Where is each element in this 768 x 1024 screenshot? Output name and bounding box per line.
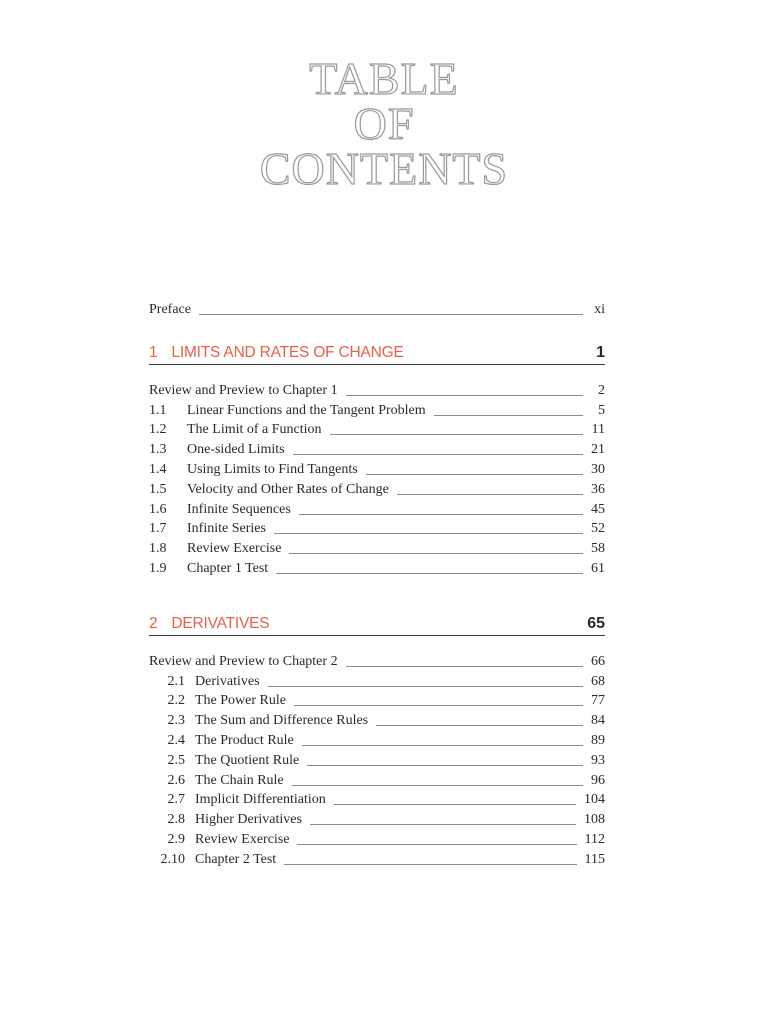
entry-label: Infinite Sequences [187,501,291,517]
entry-label: Implicit Differentiation [195,792,326,808]
dot-leader [299,514,583,515]
table-of-contents [149,296,605,868]
chapter-title [149,344,404,362]
entry-label: Infinite Series [187,521,266,537]
dot-leader [274,533,583,534]
page-title [0,53,768,194]
entry-label: The Limit of a Function [187,422,322,438]
entry-page: 108 [584,812,605,828]
toc-entry-review-preview[interactable] [149,650,605,670]
entry-label: Velocity and Other Rates of Change [187,481,389,497]
dot-leader [268,686,583,687]
dot-leader [289,553,583,554]
section-number: 1.6 [149,501,167,517]
toc-entry[interactable] [149,789,605,809]
entry-page: 45 [591,501,605,517]
entry-page: 2 [598,382,605,398]
entry-page: 68 [591,673,605,689]
entry-page: 61 [591,560,605,576]
section-number: 2.10 [160,851,185,867]
entry-page: 115 [584,851,605,867]
section-number: 2.7 [167,792,185,808]
entry-label: Chapter 2 Test [195,851,277,867]
entry-page: 89 [591,732,605,748]
toc-entry[interactable] [149,537,605,557]
toc-entry[interactable] [149,419,605,439]
dot-leader [293,454,583,455]
entry-page: 58 [591,541,605,557]
dot-leader [366,474,583,475]
dot-leader [199,314,583,315]
toc-entry[interactable] [149,458,605,478]
toc-entry[interactable] [149,438,605,458]
section-number: 2.6 [167,772,185,788]
entry-label: Review Exercise [195,831,290,847]
section-number: 1.3 [149,442,167,458]
entry-label: Review and Preview to Chapter 2 [149,653,338,669]
chapter-page: 1 [596,344,605,361]
entry-label: The Sum and Difference Rules [195,713,369,729]
entry-page: 21 [591,442,605,458]
chapter-heading-2[interactable] [149,615,605,636]
entry-label: The Power Rule [195,693,286,709]
chapter-number: 1 [149,344,158,361]
entry-label: The Product Rule [195,732,294,748]
toc-entry[interactable] [149,769,605,789]
entry-label: One-sided Limits [187,442,285,458]
toc-entry[interactable] [149,828,605,848]
entry-label: Preface [149,302,191,317]
entry-label: The Chain Rule [195,772,284,788]
entry-label: Linear Functions and the Tangent Problem [187,402,426,418]
section-number: 1.5 [149,481,167,497]
toc-entry[interactable] [149,557,605,577]
section-number: 2.1 [167,673,185,689]
dot-leader [376,725,583,726]
dot-leader [294,705,583,706]
section-number: 1.4 [149,461,167,477]
entry-label: The Quotient Rule [195,752,300,768]
chapter-heading-1[interactable] [149,344,605,365]
entry-label: Review and Preview to Chapter 1 [149,382,338,398]
toc-entry[interactable] [149,518,605,538]
entry-page: 77 [591,693,605,709]
dot-leader [397,494,583,495]
section-number: 2.8 [167,812,185,828]
entry-page: 93 [591,752,605,768]
toc-entry-preface[interactable] [149,296,605,318]
entry-page: 66 [591,653,605,669]
title-line-1: TABLE [309,53,459,104]
toc-entry[interactable] [149,848,605,868]
section-number: 1.9 [149,560,167,576]
entry-page: 104 [584,792,605,808]
chapter-number: 2 [149,614,158,632]
entry-page: 84 [591,713,605,729]
entry-page: xi [594,302,605,317]
dot-leader [346,666,583,667]
section-number: 2.9 [167,831,185,847]
entry-label: Derivatives [195,673,260,689]
section-number: 1.8 [149,541,167,557]
dot-leader [330,434,583,435]
entry-label: Using Limits to Find Tangents [187,461,358,477]
entry-page: 112 [584,831,605,847]
title-line-3: CONTENTS [259,143,509,194]
toc-entry[interactable] [149,498,605,518]
entry-label: Higher Derivatives [195,812,302,828]
section-number: 2.5 [167,752,185,768]
dot-leader [276,573,583,574]
entry-page: 52 [591,521,605,537]
toc-entry[interactable] [149,478,605,498]
title-line-2: OF [353,98,415,149]
section-number: 2.4 [167,732,185,748]
chapter-name: DERIVATIVES [171,614,270,632]
section-number: 1.1 [149,402,167,418]
dot-leader [297,844,576,845]
toc-entry[interactable] [149,749,605,769]
section-number: 2.2 [167,693,185,709]
toc-entry-review-preview[interactable] [149,379,605,399]
entry-label: Chapter 1 Test [187,560,269,576]
dot-leader [434,415,583,416]
section-number: 1.2 [149,422,167,438]
toc-entry[interactable] [149,399,605,419]
dot-leader [310,824,576,825]
toc-entry[interactable] [149,670,605,690]
dot-leader [302,745,583,746]
section-number: 2.3 [167,713,185,729]
entry-page: 11 [591,422,605,438]
dot-leader [284,864,576,865]
chapter-title [149,615,269,633]
dot-leader [346,395,583,396]
chapter-name: LIMITS AND RATES OF CHANGE [171,344,404,361]
entry-label: Review Exercise [187,541,282,557]
toc-entry[interactable] [149,808,605,828]
toc-entry[interactable] [149,709,605,729]
dot-leader [307,765,583,766]
dot-leader [334,804,576,805]
toc-entry[interactable] [149,690,605,710]
dot-leader [292,785,583,786]
section-number: 1.7 [149,521,167,537]
entry-page: 96 [591,772,605,788]
entry-page: 30 [591,461,605,477]
entry-page: 5 [598,402,605,418]
entry-page: 36 [591,481,605,497]
toc-entry[interactable] [149,729,605,749]
chapter-page: 65 [587,614,605,632]
